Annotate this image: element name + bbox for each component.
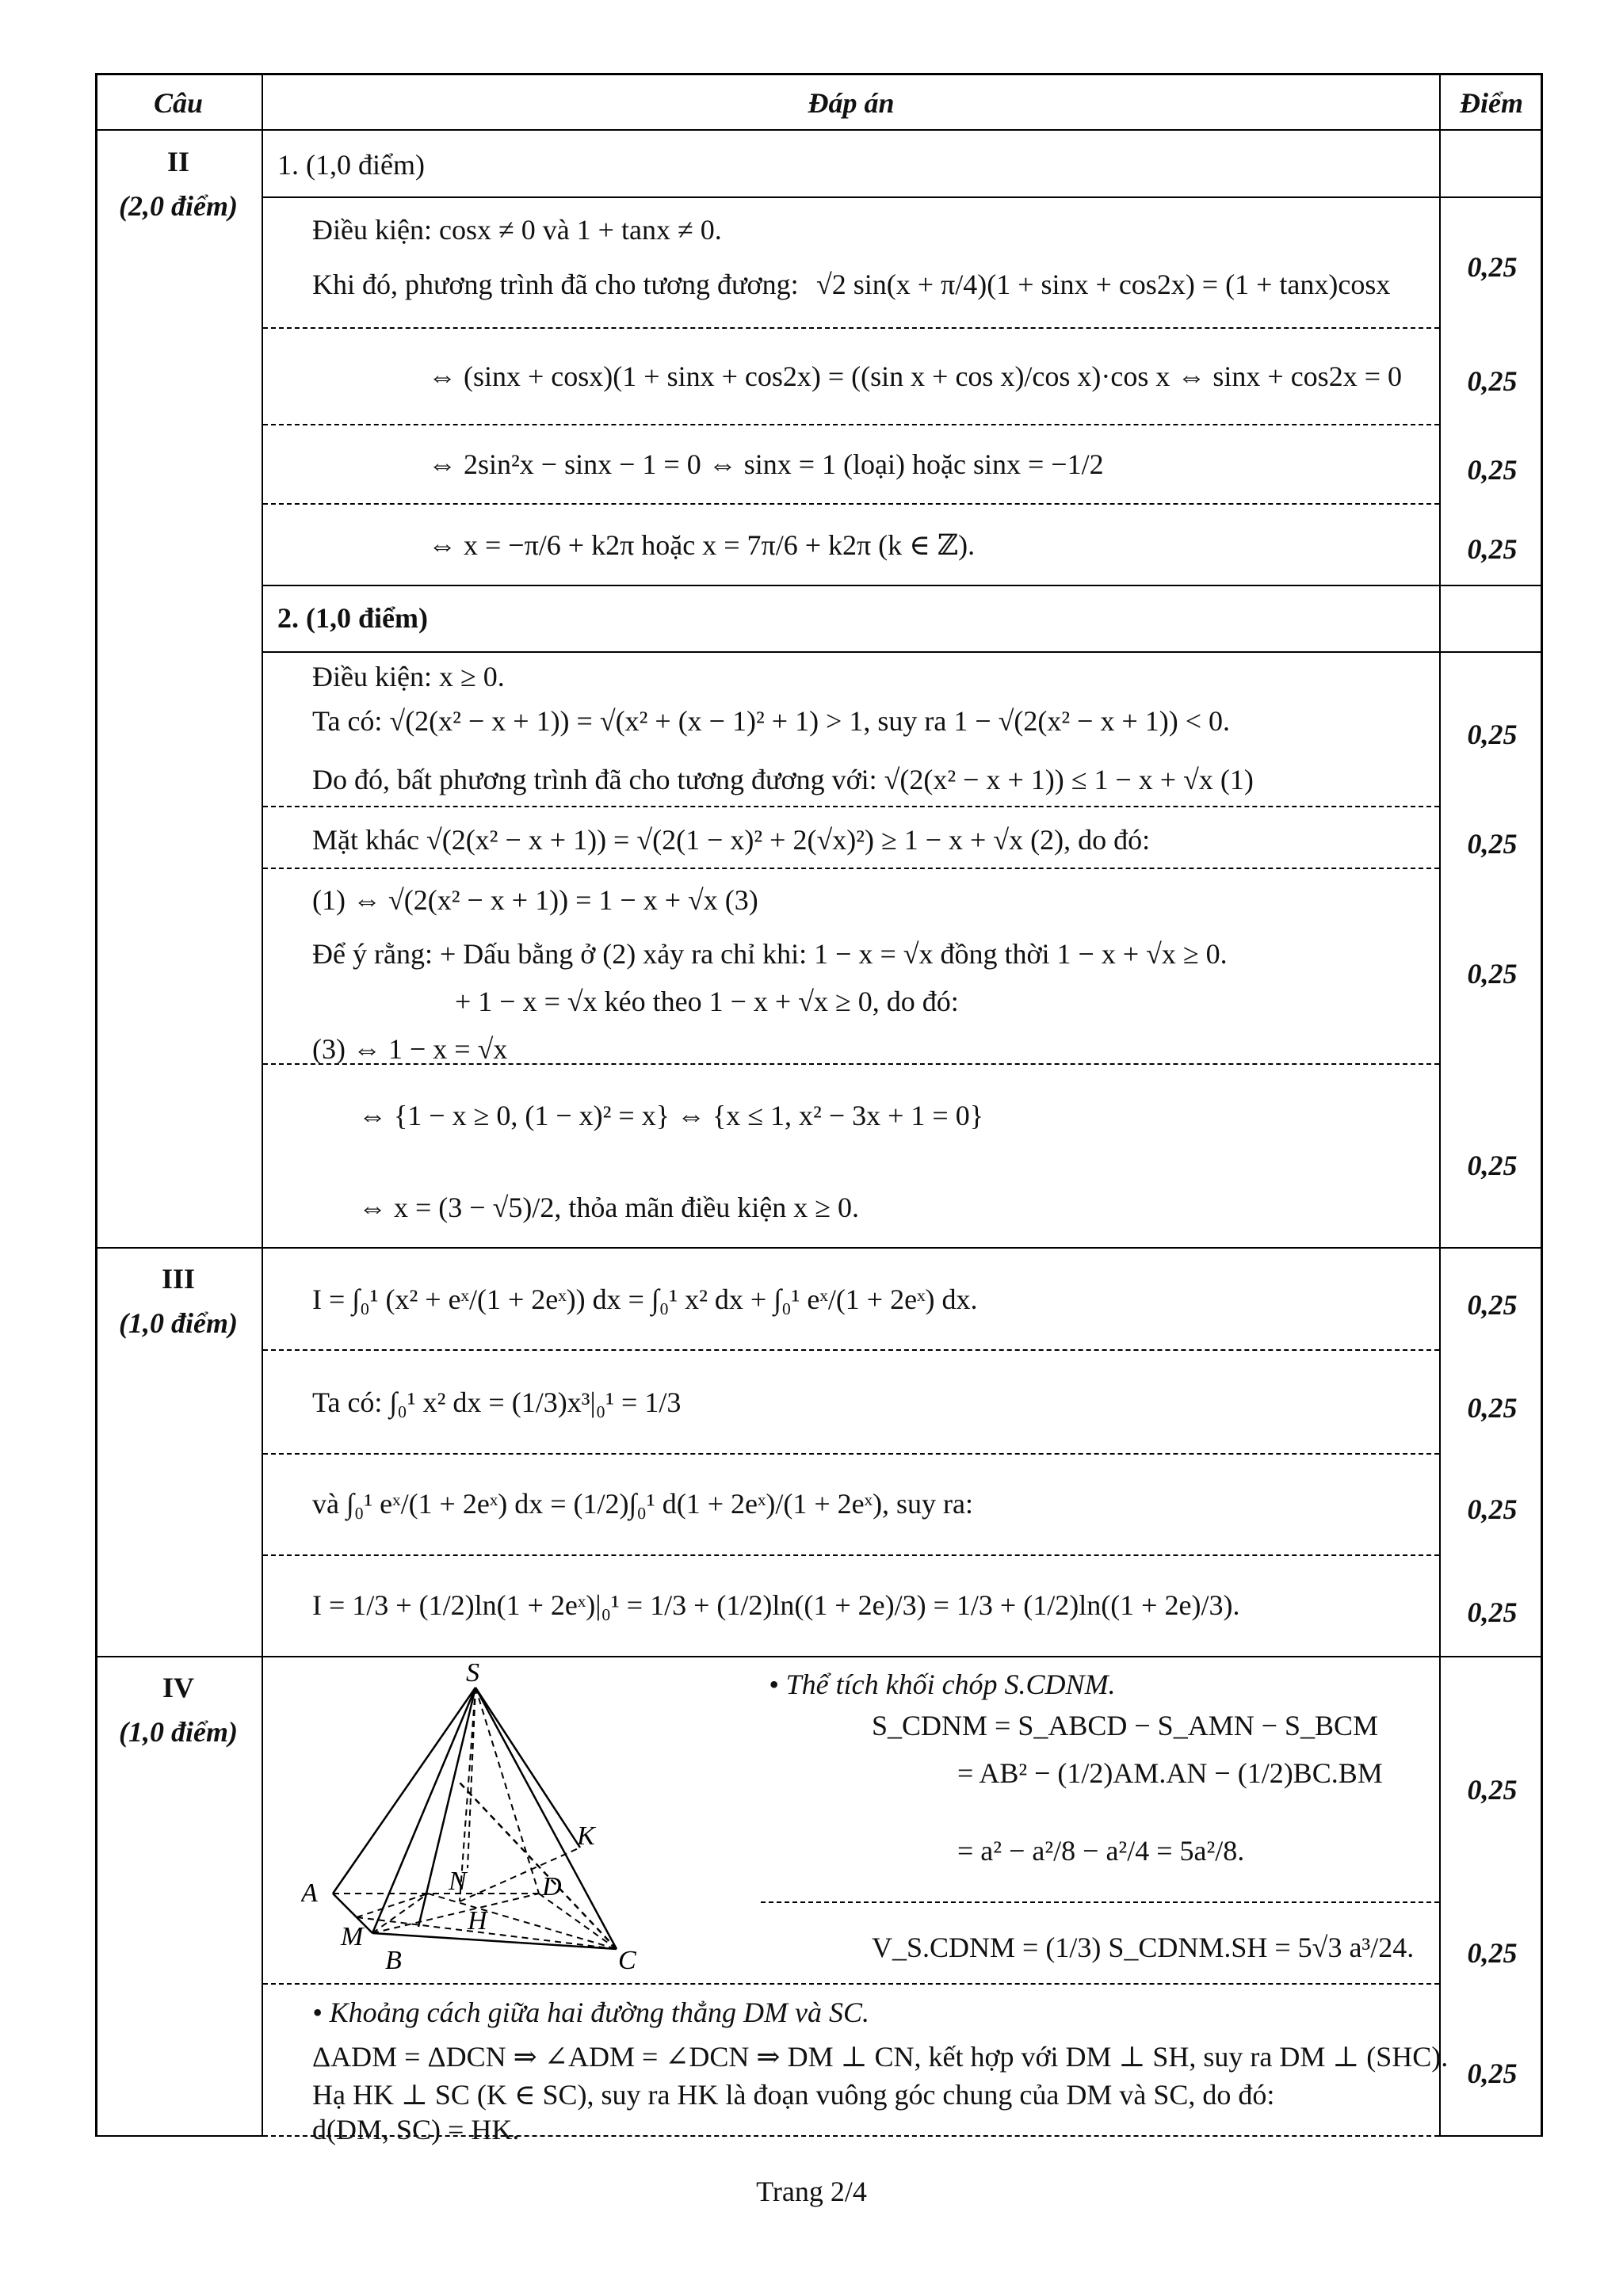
section-IV-points: (1,0 điểm) <box>119 1716 238 1748</box>
part1-title: 1. (1,0 điểm) <box>277 149 425 181</box>
score: 0,25 <box>1467 2058 1518 2089</box>
label-H: H <box>468 1906 487 1936</box>
pyramid-figure <box>301 1664 745 1981</box>
score: 0,25 <box>1467 1596 1518 1628</box>
label-D: D <box>542 1872 562 1901</box>
header-dap-an: Đáp án <box>808 87 895 119</box>
III-line4: I = 1/3 + (1/2)ln(1 + 2eˣ)|₀¹ = 1/3 + (1/2)ln((1 + 2e)/3) = 1/3 + (1/2)ln((1 + 2e)/3). <box>312 1589 1240 1621</box>
p2-condition: Điều kiện: x ≥ 0. <box>312 661 505 692</box>
p1-solution: ⇔ x = −π/6 + k2π hoặc x = 7π/6 + k2π (k ∈ ℤ). <box>428 529 976 561</box>
p2-line8: (3) ⇔ 1 − x = √x <box>312 1033 508 1065</box>
score: 0,25 <box>1467 958 1518 990</box>
p1-equation: √2 sin(x + π/4)(1 + sinx + cos2x) = (1 + tanx)cosx <box>816 269 1391 300</box>
IV-t1: • Thể tích khối chóp S.CDNM. <box>769 1669 1116 1700</box>
label-C: C <box>618 1946 636 1975</box>
IV-t3: = AB² − (1/2)AM.AN − (1/2)BC.BM <box>957 1757 1383 1789</box>
score: 0,25 <box>1467 1392 1518 1424</box>
score: 0,25 <box>1467 828 1518 860</box>
p2-system: ⇔ {1 − x ≥ 0, (1 − x)² = x} ⇔ {x ≤ 1, x² − 3x + 1 = 0} <box>358 1100 984 1131</box>
p1-step2: ⇔ (sinx + cosx)(1 + sinx + cos2x) = ((sin x + cos x)/cos x)·cos x ⇔ sinx + cos2x = 0 <box>428 360 1402 392</box>
section-III-label: III <box>161 1263 196 1295</box>
label-M: M <box>341 1922 364 1951</box>
header-cau: Câu <box>153 87 204 119</box>
section-IV-label: IV <box>162 1672 194 1703</box>
header-diem: Điểm <box>1460 87 1523 119</box>
score: 0,25 <box>1467 1774 1518 1806</box>
p1-condition: Điều kiện: cosx ≠ 0 và 1 + tanx ≠ 0. <box>312 214 722 246</box>
IV-d1: • Khoảng cách giữa hai đường thẳng DM và SC. <box>312 1997 870 2028</box>
p2-result: ⇔ x = (3 − √5)/2, thỏa mãn điều kiện x ≥ 0. <box>358 1192 860 1223</box>
label-A: A <box>301 1878 318 1908</box>
p2-line5: (1) ⇔ √(2(x² − x + 1)) = 1 − x + √x (3) <box>312 884 758 916</box>
section-II-label: II <box>166 146 190 177</box>
score: 0,25 <box>1467 365 1518 397</box>
label-S: S <box>466 1664 479 1688</box>
score: 0,25 <box>1467 1493 1518 1525</box>
IV-d2: ΔADM = ΔDCN ⇒ ∠ADM = ∠DCN ⇒ DM ⊥ CN, kết hợp với DM ⊥ SH, suy ra DM ⊥ (SHC). <box>312 2041 1449 2073</box>
score: 0,25 <box>1467 251 1518 283</box>
part2-title: 2. (1,0 điểm) <box>277 602 428 634</box>
section-II-points: (2,0 điểm) <box>119 190 238 222</box>
score: 0,25 <box>1467 1289 1518 1321</box>
IV-d4: d(DM, SC) = HK. <box>312 2114 520 2145</box>
label-B: B <box>385 1946 402 1975</box>
page-footer: Trang 2/4 <box>756 2176 867 2207</box>
p1-equation-intro: Khi đó, phương trình đã cho tương đương: <box>312 269 799 300</box>
IV-t4: = a² − a²/8 − a²/4 = 5a²/8. <box>957 1835 1245 1867</box>
score: 0,25 <box>1467 1150 1518 1181</box>
III-line3: và ∫₀¹ eˣ/(1 + 2eˣ) dx = (1/2)∫₀¹ d(1 + 2eˣ)/(1 + 2eˣ), suy ra: <box>312 1488 974 1520</box>
III-line2: Ta có: ∫₀¹ x² dx = (1/3)x³|₀¹ = 1/3 <box>312 1386 682 1418</box>
p2-line7: + 1 − x = √x kéo theo 1 − x + √x ≥ 0, do đó: <box>455 986 959 1017</box>
p2-line2: Ta có: √(2(x² − x + 1)) = √(x² + (x − 1)² + 1) > 1, suy ra 1 − √(2(x² − x + 1)) < 0. <box>312 705 1231 737</box>
III-line1: I = ∫₀¹ (x² + eˣ/(1 + 2eˣ)) dx = ∫₀¹ x² dx + ∫₀¹ eˣ/(1 + 2eˣ) dx. <box>312 1283 978 1315</box>
score: 0,25 <box>1467 533 1518 565</box>
IV-d3: Hạ HK ⊥ SC (K ∈ SC), suy ra HK là đoạn vuông góc chung của DM và SC, do đó: <box>312 2079 1275 2111</box>
score: 0,25 <box>1467 454 1518 486</box>
p2-line3: Do đó, bất phương trình đã cho tương đương với: √(2(x² − x + 1)) ≤ 1 − x + √x (1) <box>312 764 1254 795</box>
p2-line4: Mặt khác √(2(x² − x + 1)) = √(2(1 − x)² + 2(√x)²) ≥ 1 − x + √x (2), do đó: <box>312 824 1151 856</box>
IV-t5: V_S.CDNM = (1/3) S_CDNM.SH = 5√3 a³/24. <box>872 1932 1415 1963</box>
label-K: K <box>577 1821 595 1851</box>
p1-step3: ⇔ 2sin²x − sinx − 1 = 0 ⇔ sinx = 1 (loại) hoặc sinx = −1/2 <box>428 448 1104 480</box>
score: 0,25 <box>1467 1937 1518 1969</box>
IV-t2: S_CDNM = S_ABCD − S_AMN − S_BCM <box>872 1710 1379 1741</box>
label-N: N <box>449 1867 467 1896</box>
section-III-points: (1,0 điểm) <box>119 1307 238 1339</box>
score: 0,25 <box>1467 719 1518 750</box>
p2-line6: Để ý rằng: + Dấu bằng ở (2) xảy ra chỉ khi: 1 − x = √x đồng thời 1 − x + √x ≥ 0. <box>312 938 1228 970</box>
